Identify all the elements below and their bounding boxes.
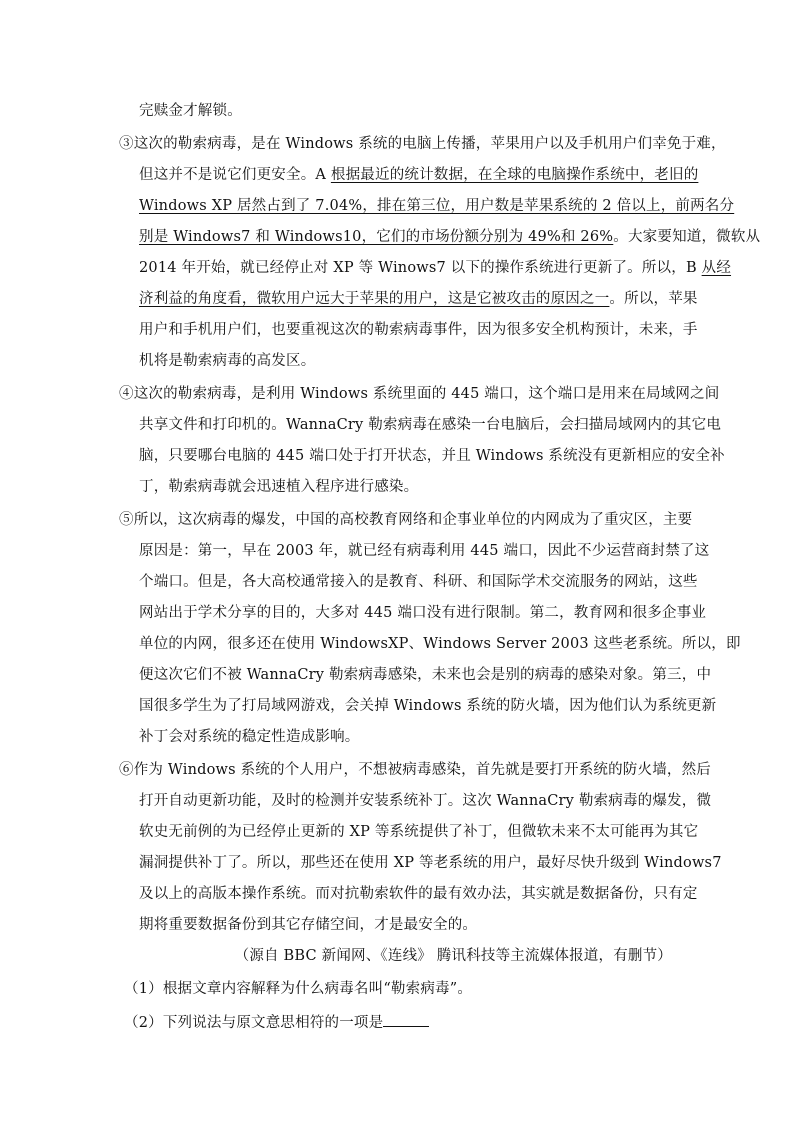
text-segment: 2014 年开始，就已经停止对 XP 等 Winows7 以下的操作系统进行更新了。所以，B xyxy=(139,260,702,276)
paragraph-3-line-4 xyxy=(139,227,760,247)
paragraph-6-line-3: 软史无前例的为已经停止更新的 XP 等系统提供了补丁，但微软未来不太可能再为其它 xyxy=(139,824,699,840)
paragraph-6-line-1: ⑥作为 Windows 系统的个人用户，不想被病毒感染，首先就是要打开系统的防火墙，然后 xyxy=(119,762,712,778)
paragraph-3-line-1: ③这次的勒索病毒，是在 Windows 系统的电脑上传播，苹果用户以及手机用户们幸免于难， xyxy=(119,136,726,152)
text-segment: 。所以，苹果 xyxy=(609,291,698,307)
paragraph-4-line-3: 脑，只要哪台电脑的 445 端口处于打开状态，并且 Windows 系统没有更新相应的安全补 xyxy=(139,448,725,464)
paragraph-3-line-6 xyxy=(139,289,698,309)
paragraph-3-line-5 xyxy=(139,258,731,278)
paragraph-5-line-5: 单位的内网，很多还在使用 WindowsXP、Windows Server 2003 这些老系统。所以，即 xyxy=(139,636,741,652)
paragraph-5-line-1: ⑤所以，这次病毒的爆发，中国的高校教育网络和企事业单位的内网成为了重灾区，主要 xyxy=(119,512,693,528)
paragraph-5-line-2: 原因是：第一，早在 2003 年，就已经有病毒利用 445 端口，因此不少运营商封禁了这 xyxy=(139,543,710,559)
text-segment: 但这并不是说它们更安全。A xyxy=(139,167,331,183)
paragraph-4-line-1: ④这次的勒索病毒，是利用 Windows 系统里面的 445 端口，这个端口是用来在局域网之间 xyxy=(119,386,720,402)
underlined-sentence-a: Windows XP 居然占到了 7.04%，排在第三位，用户数是苹果系统的 2 倍以上，前两名分 xyxy=(139,198,735,214)
paragraph-5-line-8: 补丁会对系统的稳定性造成影响。 xyxy=(139,729,360,745)
underlined-sentence-b: 从经 xyxy=(701,260,732,276)
paragraph-2-tail: 完赎金才解锁。 xyxy=(139,103,242,119)
underlined-sentence-a: 根据最近的统计数据，在全球的电脑操作系统中，老旧的 xyxy=(330,167,699,183)
paragraph-3-line-8: 机将是勒索病毒的高发区。 xyxy=(139,353,316,369)
text-segment: 。大家要知道，微软从 xyxy=(613,229,761,245)
paragraph-3-line-2 xyxy=(139,165,698,185)
underlined-sentence-a: 别是 Windows7 和 Windows10，它们的市场份额分别为 49%和 26% xyxy=(139,229,614,245)
paragraph-3-line-3 xyxy=(139,196,734,216)
paragraph-6-line-6: 期将重要数据备份到其它存储空间，才是最安全的。 xyxy=(139,917,478,933)
paragraph-6-line-2: 打开自动更新功能，及时的检测并安装系统补丁。这次 WannaCry 勒索病毒的爆发，微 xyxy=(139,793,712,809)
paragraph-5-line-7: 国很多学生为了打局域网游戏，会关掉 Windows 系统的防火墙，因为他们认为系统更新 xyxy=(139,698,717,714)
paragraph-5-line-3: 个端口。但是，各大高校通常接入的是教育、科研、和国际学术交流服务的网站，这些 xyxy=(139,574,698,590)
underlined-sentence-b: 济利益的角度看，微软用户远大于苹果的用户，这是它被攻击的原因之一 xyxy=(139,291,610,307)
paragraph-5-line-6: 便这次它们不被 WannaCry 勒索病毒感染，未来也会是别的病毒的感染对象。第三，中 xyxy=(139,667,712,683)
paragraph-4-line-2: 共享文件和打印机的。WannaCry 勒索病毒在感染一台电脑后，会扫描局域网内的其它电 xyxy=(139,417,722,433)
source-citation: （源自 BBC 新闻网、《连线》 腾讯科技等主流媒体报道，有删节） xyxy=(234,948,672,964)
paragraph-6-line-4: 漏洞提供补丁了。所以，那些还在使用 XP 等老系统的用户，最好尽快升级到 Windows7 xyxy=(139,855,722,871)
question-1: （1）根据文章内容解释为什么病毒名叫“勒索病毒”。 xyxy=(124,981,473,997)
paragraph-4-line-4: 丁，勒索病毒就会迅速植入程序进行感染。 xyxy=(139,479,419,495)
paragraph-5-line-4: 网站出于学术分享的目的，大多对 445 端口没有进行限制。第二，教育网和很多企事业 xyxy=(139,605,707,621)
paragraph-3-line-7: 用户和手机用户们，也要重视这次的勒索病毒事件，因为很多安全机构预计，未来，手 xyxy=(139,322,698,338)
question-2-text: （2）下列说法与原文意思相符的一项是 xyxy=(124,1015,384,1031)
paragraph-6-line-5: 及以上的高版本操作系统。而对抗勒索软件的最有效办法，其实就是数据备份，只有定 xyxy=(139,886,698,902)
answer-blank xyxy=(383,1012,429,1027)
question-2 xyxy=(124,1012,429,1032)
